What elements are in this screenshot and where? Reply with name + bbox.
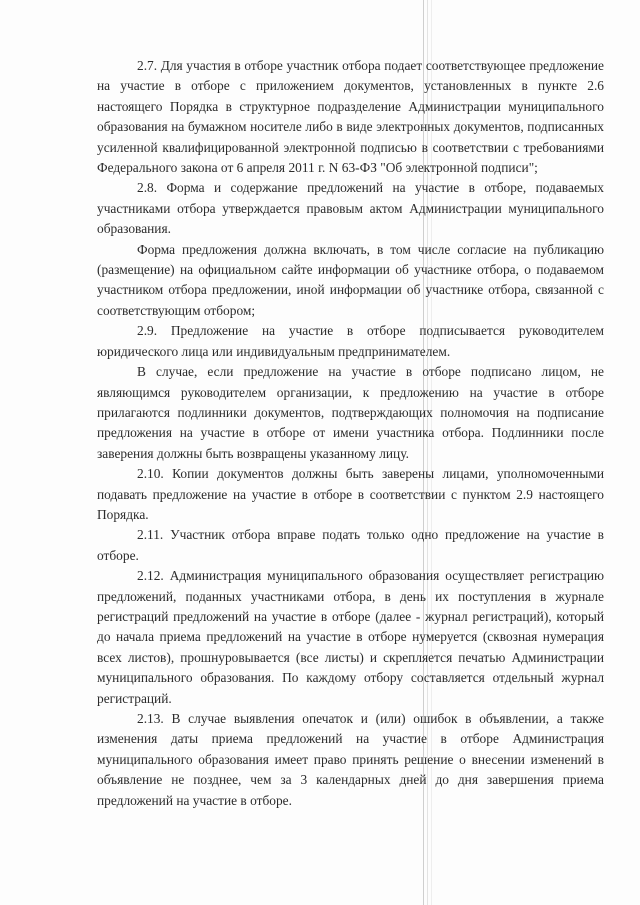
paragraph-2-12: 2.12. Администрация муниципального образования осуществляет регистрацию предложений, поданных участниками отбора, в день их поступления в журнале регистраций предложений на участие в отборе (далее - журнал регистраций), который до начала приема предложений на участие в отборе нумеруется (сквозная нумерация всех листов), прошнуровывается (все листы) и скрепляется печатью Администрации муниципального образования. По каждому отбору составляется отдельный журнал регистраций. [97,568,604,706]
paragraph-2-10: 2.10. Копии документов должны быть заверены лицами, уполномоченными подавать предложение на участие в отборе в соответствии с пунктом 2.9 настоящего Порядка. [97,466,604,522]
paragraph-2-8: 2.8. Форма и содержание предложений на участие в отборе, подаваемых участниками отбора утверждается правовым актом Администрации муниципального образования. [97,180,604,237]
paragraph-2-7: 2.7. Для участия в отборе участник отбора подает соответствующее предложение на участие в отборе с приложением документов, установленных в пункте 2.6 настоящего Порядка в структурное подразделение Администрации муниципального образования на бумажном носителе либо в виде электронных документов, подписанных усиленной квалифицированной электронной подписью в соответствии с требованиями Федерального закона от 6 апреля 2011 г. N 63-ФЗ "Об электронной подписи"; [97,58,604,176]
paragraph-form-content: Форма предложения должна включать, в том числе согласие на публикацию (размещение) на официальном сайте информации об участнике отбора, о подаваемом участником отбора предложении, иной информации об участнике отбора, связанной с соответствующим отбором; [97,241,604,318]
paragraph-2-13: 2.13. В случае выявления опечаток и (или) ошибок в объявлении, а также изменения даты приема предложений на участие в отборе Администрация муниципального образования имеет право принять решение о внесении изменений в объявление не позднее, чем за 3 календарных дней до дня завершения приема предложений на участие в отборе. [97,711,604,808]
document-body [97,56,604,811]
paragraph-2-11: 2.11. Участник отбора вправе подать только одно предложение на участие в отборе. [97,527,604,563]
paragraph-signature-case: В случае, если предложение на участие в отборе подписано лицом, не являющимся руководителем организации, к предложению на участие в отборе прилагаются подлинники документов, подтверждающих полномочия на подписание предложения на участие в отборе от имени участника отбора. Подлинники после заверения должны быть возвращены указанному лицу. [97,364,604,461]
paragraph-2-9: 2.9. Предложение на участие в отборе подписывается руководителем юридического лица или индивидуальным предпринимателем. [97,323,604,359]
